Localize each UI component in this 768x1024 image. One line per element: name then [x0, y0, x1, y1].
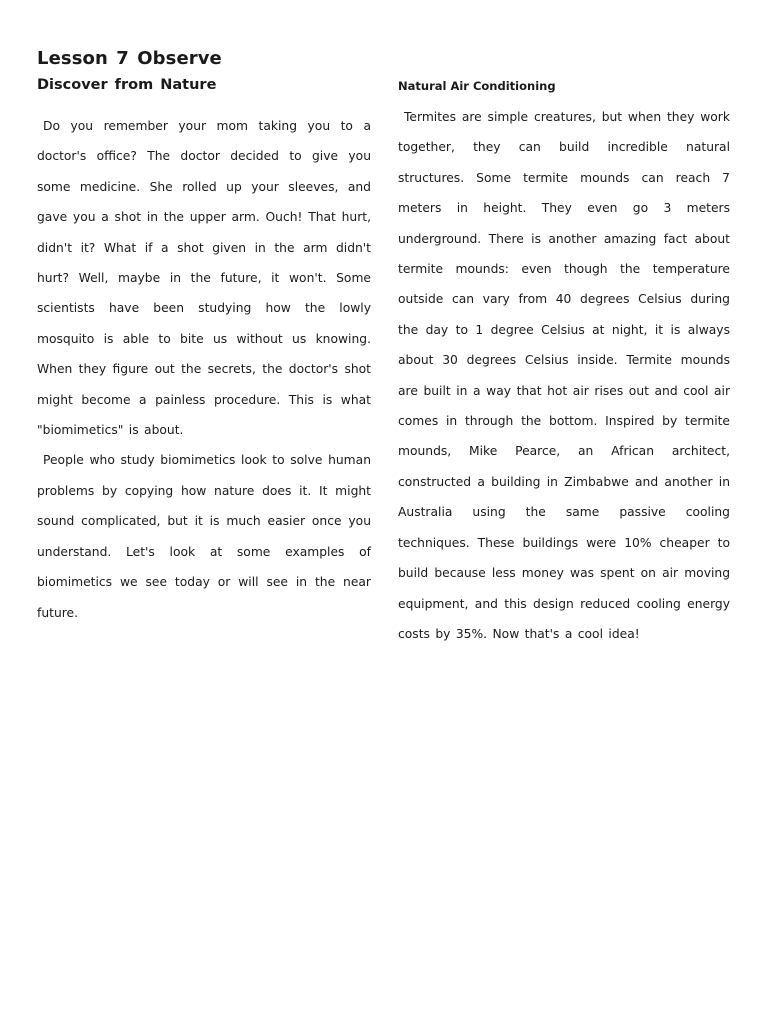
paragraph-biomimetics-definition: People who study biomimetics look to solve human problems by copying how nature does it. It might sound complicated, but it is much easier once you understand. Let's look at some examples of biomimetics we see today or will see in the near future. — [37, 453, 371, 620]
section-subtitle: Discover from Nature — [37, 77, 217, 93]
left-body-text — [37, 111, 371, 628]
paragraph-termite-mounds: Termites are simple creatures, but when they work together, they can build incredible natural structures. Some termite mounds can reach 7 meters in height. They even go 3 meters underground. There is another amazing fact about termite mounds: even though the temperature outside can vary from 40 degrees Celsius during the day to 1 degree Celsius at night, it is always about 30 degrees Celsius inside. Termite mounds are built in a way that hot air rises out and cool air comes in through the bottom. Inspired by termite mounds, Mike Pearce, an African architect, constructed a building in Zimbabwe and another in Australia using the same passive cooling techniques. These buildings were 10% cheaper to build because less money was spent on air moving equipment, and this design reduced cooling energy costs by 35%. Now that's a cool idea! — [398, 110, 730, 641]
paragraph-biomimetics-intro: Do you remember your mom taking you to a doctor's office? The doctor decided to give you some medicine. She rolled up your sleeves, and gave you a shot in the upper arm. Ouch! That hurt, didn't it? What if a shot given in the arm didn't hurt? Well, maybe in the future, it won't. Some scientists have been studying how the lowly mosquito is able to bite us without us knowing. When they figure out the secrets, the doctor's shot might become a painless procedure. This is what "biomimetics" is about. — [37, 119, 371, 438]
right-body-text — [398, 102, 730, 649]
lesson-title: Lesson 7 Observe — [37, 48, 222, 69]
section-heading-natural-air-conditioning: Natural Air Conditioning — [398, 79, 556, 93]
